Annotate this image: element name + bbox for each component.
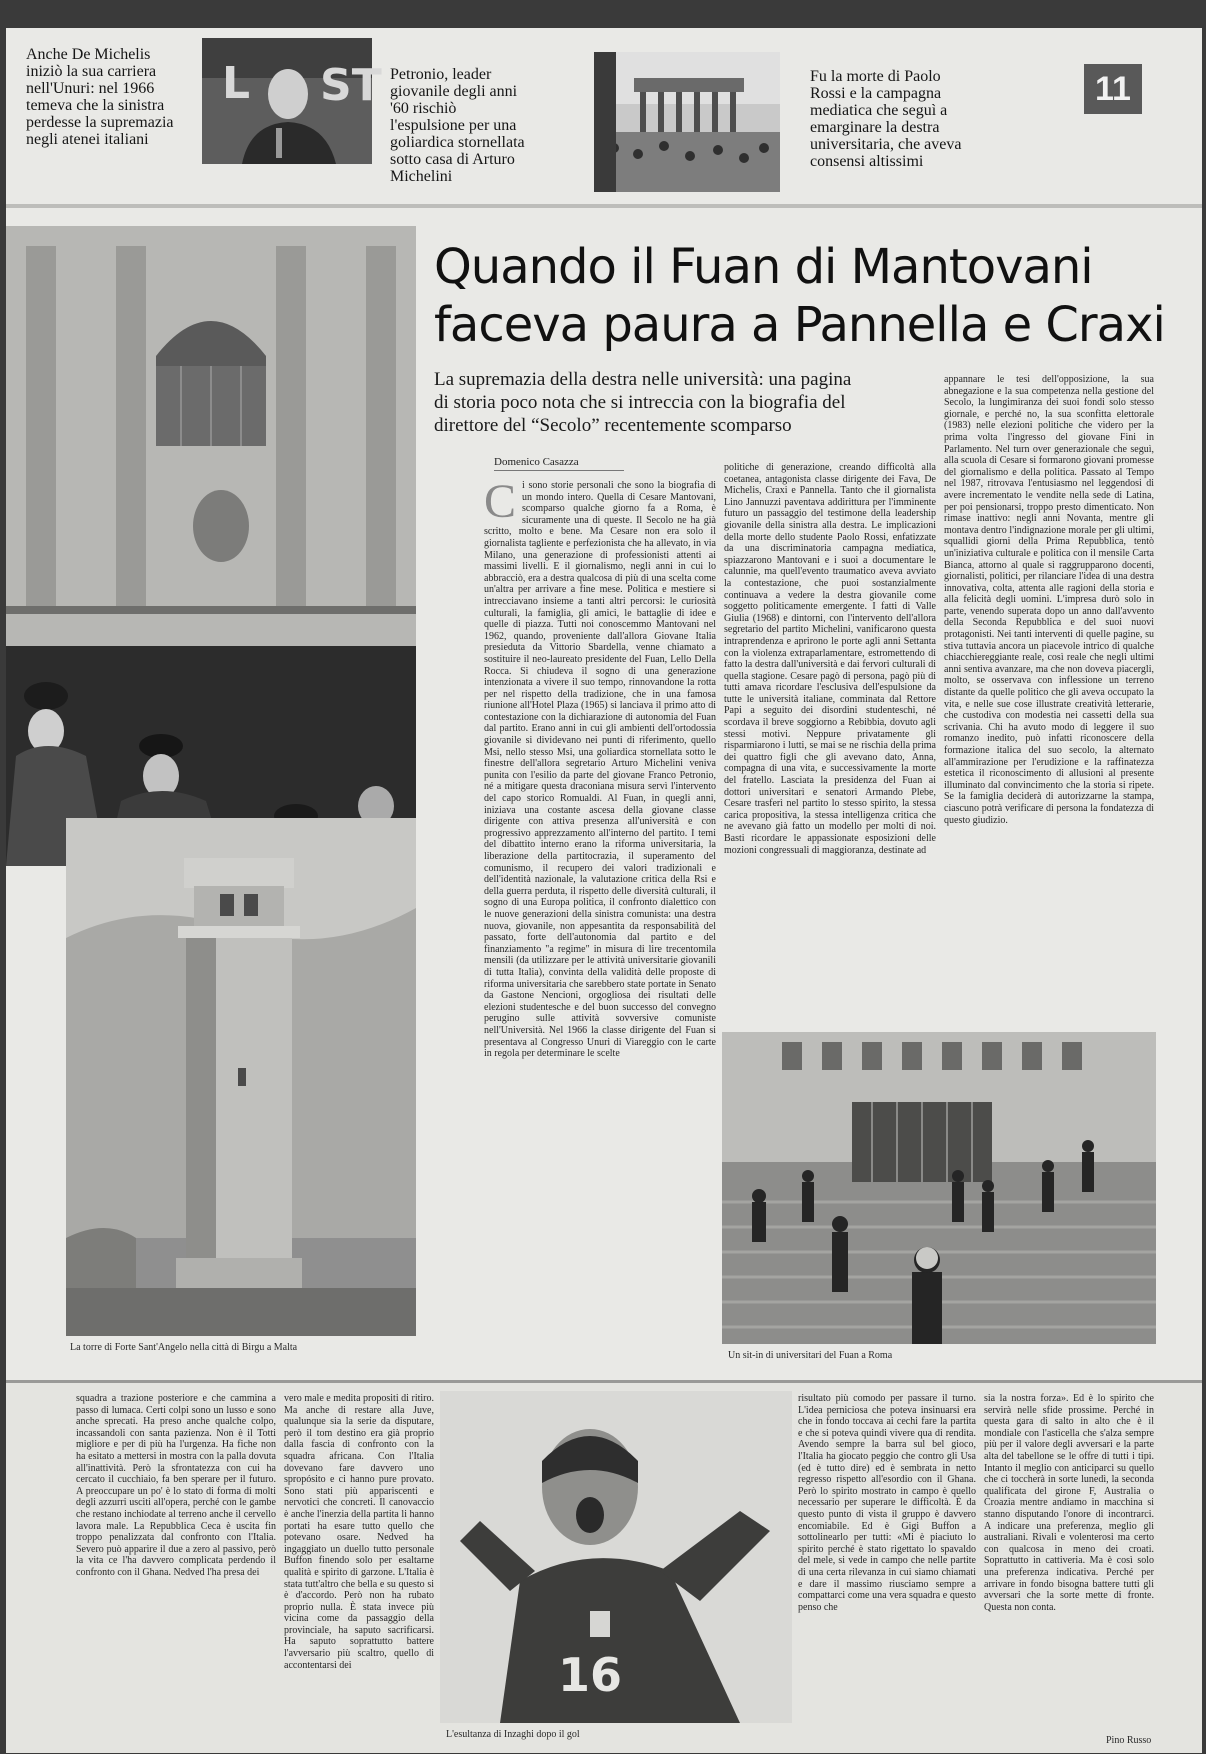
teaser-paolo-rossi: Fu la morte di Paolo Rossi e la campagna mediatica che seguì a emarginare la destra universitaria, che aveva consensi altissimi	[810, 68, 962, 170]
lower-column-3	[798, 1393, 976, 1743]
teaser-de-michelis: Anche De Michelis iniziò la sua carriera nell'Unuri: nel 1966 temeva che la sinistra perdesse la supremazia negli atenei italiani	[26, 46, 174, 148]
lower-column-3-text: risultato più comodo per passare il turno. L'idea perniciosa che poteva insinuarsi era che in fondo toccava ai cechi fare la partita e che si poteva quindi vivere qua di rendita. Avendo sempre la barra sul bel gioco, l'Italia ha giocato peggio che contro gli Usa (ed è tutto dire) ed è sembrata in netto regresso rispetto all'esordio con il Ghana. Però lo spirito mostrato in campo è quello necessario per superare le difficoltà. È da questo punto di vista il gruppo è davvero encomiabile. Ed è Gigi Buffon a sottolinearlo per tutti: «Mi è piaciuto lo spirito perché è stato rigettato lo spavaldo del mele, si vede in campo che nelle partite di una certa rilevanza in cui siamo chiamati e dare il massimo riusciamo sempre a compattarci come una vera squadra e questo penso che	[798, 1393, 976, 1613]
teaser-strip	[6, 28, 1202, 198]
article-column-2	[724, 462, 936, 1032]
tower-caption: La torre di Forte Sant'Angelo nella città di Birgu a Malta	[70, 1342, 298, 1353]
article-headline	[434, 238, 1174, 354]
lower-column-1	[76, 1393, 276, 1743]
lower-column-2	[284, 1393, 434, 1743]
article-column-2-text: politiche di generazione, creando difficoltà alla coetanea, antagonista classe dirigente dei Fava, De Michelis, Craxi e Pannella. Tanto che il giornalista Lino Jannuzzi paventava addirittura per l'imminente futuro un passaggio del testimone della leadership giovanile della sinistra alla destra. Le implicazioni della morte dello studente Paolo Rossi, enfatizzate da una discriminatoria campagna mediatica, spiazzarono Mantovani e i suoi a documentare le calunnie, ma quell'evento traumatico aveva avviato la contestazione, che puoi sostanzialmente continuava a vedere la destra giovanile come soggetto politicamente emergente. I fatti di Valle Giulia (1968) e dintorni, con l'intervento dell'allora segretario del partito Michelini, vanificarono questa intraprendenza e aprirono le porte agli anni Settanta con la violenza extraparlamentare, estromettendo di fatto la destra dall'università e dai fervori culturali di quella stagione. Cesare pagò di persona, pagò più di tutti amava ricordare l'esclusiva dell'espulsione da tutte le università italiane, comminata dal Rettore Papi a seguito dei disordini studenteschi, né scordava il breve soggiorno a Rebibbia, dovuto agli stessi motivi. Neppure privatamente gli risparmiarono i lutti, se mai se ne rischia della prima dei quattro figli che gli avevano dato, Anna, compagna di una vita, e successivamente la morte del fratello. Lasciata la presidenza del Fuan ai dottori universitari e senatori Armando Plebe, Cesare trasferì nel partito lo stesso spirito, la stessa carica propositiva, la stessa intelligenza critica che ne avevano già fatto un modello per molti di noi. Basti ricordare le appassionate esposizioni delle mozioni congressuali di maggioranza, destinate ad	[724, 462, 936, 856]
inzaghi-caption: L'esultanza di Inzaghi dopo il gol	[446, 1729, 580, 1740]
university-photo	[594, 52, 780, 192]
svg-text:ST: ST	[320, 60, 382, 111]
dropcap: C	[484, 475, 517, 528]
headline-line-2: faceva paura a Pannella e Craxi	[434, 297, 1165, 353]
petronio-photo	[202, 38, 382, 164]
ceremony-photo	[6, 226, 416, 866]
page-number-badge: 11	[1084, 64, 1142, 114]
lower-signature: Pino Russo	[1106, 1735, 1152, 1746]
article-column-3	[944, 374, 1154, 1034]
svg-text:16: 16	[558, 1648, 623, 1702]
students-photo	[722, 1032, 1156, 1344]
svg-text:L: L	[222, 58, 251, 109]
inzaghi-photo	[440, 1391, 792, 1723]
lower-column-4	[984, 1393, 1154, 1733]
lower-column-1-text: squadra a trazione posteriore e che cammina a passo di lumaca. Certi colpi sono un lusso e sono anche sprecati. Ha preso anche qualche colpo, incassandoli con santa pazienza. Non è il Totti migliore e per di più ha l'urgenza. Ha fiche non ha esitato a mettersi in mostra con la palla dovuta all'inattività. Però la sfrontatezza con cui ha cercato il cucchiaio, fa ben sperare per il futuro. A preoccupare un po' è lo stato di forma di molti degli azzurri usciti all'opera, perché con le gambe che restano inchiodate al terreno anche il cervello lavora male. La Repubblica Ceca è uscita fin troppo penalizzata dal confronto con l'Italia. Severo può apparire il due a zero al passivo, però la vita ce l'ha davvero complicata perdendo il confronto con il Ghana. Nedved l'ha presa dei	[76, 1393, 276, 1578]
article-byline: Domenico Casazza	[494, 456, 624, 471]
teaser-petronio: Petronio, leader giovanile degli anni '60 rischiò l'espulsione per una goliardica stornellata sotto casa di Arturo Michelini	[390, 66, 525, 185]
article-column-1-text: i sono storie personali che sono la biografia di un mondo intero. Quella di Cesare Mantovani, scomparso qualche giorno fa a Roma, è sicuramente una di queste. Il Secolo ne ha già scritto, molto e bene. Ma Cesare non era solo il giornalista tagliente e perfezionista che ha allevato, in via Milano, una generazione di professionisti attenti ai massimi livelli. E il giornalismo, negli anni in cui lo abbracciò, era a destra qualcosa di più di una scelta come un'altra per arrivare a fine mese. Politica e mestiere si intrecciavano insieme a tanti altri percorsi: le curiosità culturali, la famiglia, gli amici, le battaglie di idee e quelle di piazza. Tutti noi conoscemmo Mantovani nel 1962, quando, proveniente dall'allora Giovane Italia presieduta da Vittorio Sbardella, venne chiamato a sostituire il neo-laureato presidente del Fuan, Lello Della Rocca. Si chiudeva il sogno di una generazione intenzionata a vivere il suo tempo, rinnovandone la rotta per nel rispetto della tradizione, che in una famosa riunione all'Hotel Plaza (1965) si lanciava il primo atto di contestazione con la dichiarazione di autonomia del Fuan dal partito. Erano anni in cui gli ambienti dell'ortodossia giovanile si dividevano nei punti di riferimento, quello Msi, nello stesso Msi, una goliardica stornellata sotto le finestre dell'allora segretario Arturo Michelini veniva punita con l'esilio da parte del giovane Franco Petronio, né a mitigare questa draconiana misura servì l'intervento del capo storico Romualdi. Al Fuan, in quegli anni, iniziava una costante ascesa della giovane classe dirigente con attiva presenza all'università e con progressivo apprezzamento all'interno del partito. I temi del dibattito interno erano la riforma universitaria, la liberazione della partitocrazia, il superamento del comunismo, il recupero dei valori tradizionali e dell'identità nazionale, la valutazione critica della Rsi e della guerra perduta, il rispetto delle diversità culturali, il sogno di una Europa politica, il confronto dialettico con le nuove generazioni della sinistra comunista: una destra nuova, giovanile, non appesantita da responsabilità del passato, forte dell'autonomia dal partito e del finanziamento "a regime" in misura di lire trecentomila mensili (da utilizzare per le attività universitarie giovanili di tutta Italia), convinta della validità delle proposte di riforma universitaria che sarebbero state portate in Senato da Gastone Nencioni, orgogliosa dei risultati delle elezioni studentesche e del buon successo del convegno perugino sulle attività sovversive comuniste nell'Università. Nel 1966 la classe dirigente del Fuan si presentava al Congresso Unuri di Viareggio con le carte in regola per determinare le scelte	[484, 480, 716, 1060]
newspaper-page	[6, 28, 1202, 1750]
tower-photo	[66, 818, 416, 1336]
headline-line-1: Quando il Fuan di Mantovani	[434, 239, 1093, 295]
article-column-3-text: appannare le tesi dell'opposizione, la sua abnegazione e la sua competenza nella gestione del Secolo, la lungimiranza dei suoi fondi solo stesso giornale, e perché no, la sua sconfitta elettorale (1983) nelle elezioni politiche che videro per la prima volta l'ingresso del giovane Fini in Parlamento. Nel turn over generazionale che seguì, alla scuola di Cesare si formarono giovani promesse del giornalismo e della politica. Passato al Tempo nel 1987, ritrovava l'entusiasmo nel leggendosi di avere incrementato le vendite nella sede di Latina, per poi pensionarsi, troppo presto dimenticato. Non rimase inattivo: negli anni Novanta, mentre gli montava dentro l'indignazione morale per gli ultimi, squallidi giorni della Prima Repubblica, tentò un'iniziativa culturale e politica con il mensile Carta Bianca, attorno al quale si raggrupparono docenti, giornalisti, politici, per rilanciare l'idea di una destra innovativa, colta, attenta alle ragioni della storia e alla felicità degli uomini. L'impresa durò solo in parte, venendo superata dopo un anno dall'avvento della Seconda Repubblica e del suoi nuovi protagonisti. Nei tanti interventi di quelle pagine, su stiva tuttavia ancora un piacevole intrico di qualche chiacchiereggiante reale, così reale che negli ultimi anni sentiva avanzare, ma che non doveva piacergli, molto, se osservava con inflessione un terreno distante da quelle politico che gli aveva occupato la vita, e nelle sue cose illustrate creatività letterarie, che custodiva con modestia nei cassetti della sua scrivania. Chi ha avuto modo di leggere il suo romanzo inedito, può infatti riconoscere della formazione italica del suo secolo, la alternato all'ammirazione per l'erudizione e la raffinatezza estetica il riconoscimento di allusioni al presente illuminato dal convincimento che la storia si ripete. Se la famiglia deciderà di autorizzarne la stampa, ciascuno potrà verificare di persona la fondatezza di questo giudizio.	[944, 374, 1154, 826]
article-column-1	[484, 475, 716, 1366]
lower-column-2-text: vero male e medita propositi di ritiro. Ma anche di restare alla Juve, qualunque sia la serie da disputare, però il tom destino era già proprio dalla fascia di confronto con la squadra africana. Con l'Italia dovevano fare davvero uno spropósito e ci hanno pure provato. Sono stati più appariscenti e nervotici che concreti. Il canovaccio è anche l'inerzia della partita li hanno portati ha esare tutto quello che potevano osare. Nedved ha ingaggiato un duello tutto personale Buffon finendo solo per esaltarne qualità e spirito di garzone. L'Italia è stata tutt'altro che bella e su questo si è d'accordo. Però non ha rubato proprio nulla. È stata invece più vicina come da passaggio della provinciale, ha saputo sacrificarsi. Ha saputo soprattutto battere l'avversario più scaltro, quello di accontentarsi dei	[284, 1393, 434, 1671]
lower-article	[6, 1380, 1202, 1753]
lower-column-4-text: sia la nostra forza». Ed è lo spirito che servirà nelle sfide prossime. Perché in questa gara di salto in alto che è il mondiale con l'asticella che s'alza sempre più per il valore degli avversari e la parte alta del tabellone se le offre di tutti i tipi. Intanto il meglio con anticiparci su quello che ci toccherà in sorte lunedì, la seconda qualificata del girone F, Australia o Croazia mentre andiamo in macchina si stanno disputando l'onore di incontrarci. A indicare una preferenza, meglio gli australiani. Rivali e volenterosi ma certo con qualcosa in meno dei croati. Soprattutto in cattiveria. Ma è così solo una preferenza indicativa. Perché per arrivare in fondo bisogna battere tutti gli avversari che la sorte mette di fronte. Questa non conta.	[984, 1393, 1154, 1613]
students-caption: Un sit-in di universitari del Fuan a Roma	[728, 1350, 893, 1361]
article-subhead: La supremazia della destra nelle università: una pagina di storia poco nota che si intreccia con la biografia del direttore del “Secolo” recentemente scomparso	[434, 369, 852, 436]
fold-divider	[6, 204, 1202, 208]
